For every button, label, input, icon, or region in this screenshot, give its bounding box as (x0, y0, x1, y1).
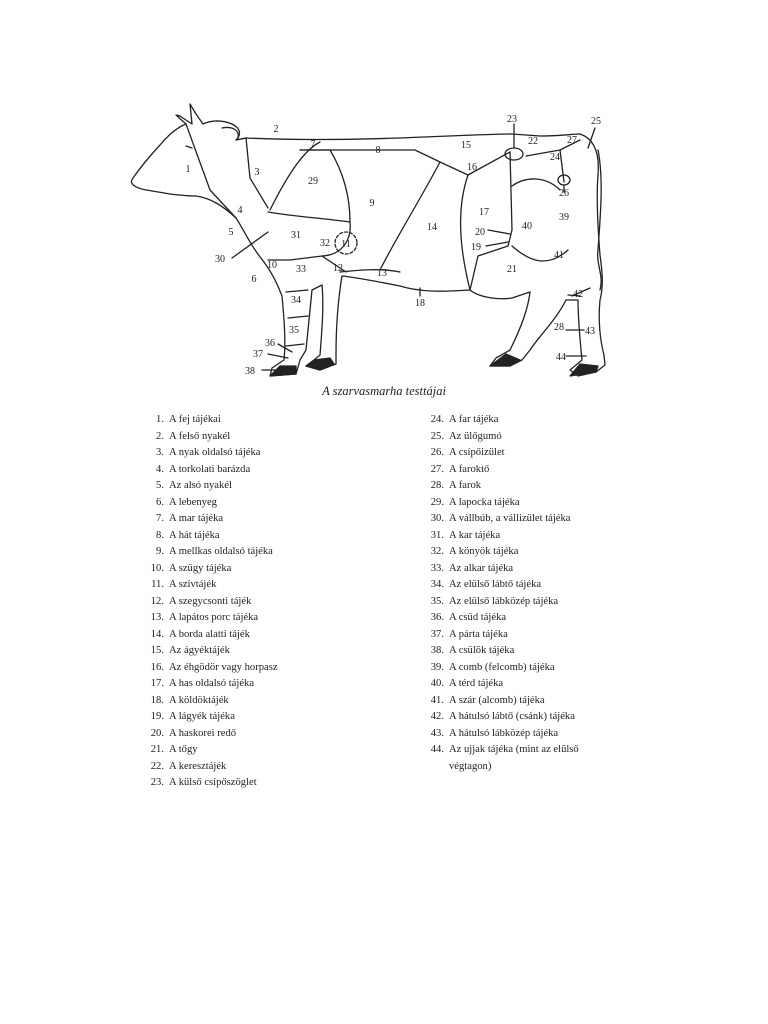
region-number-7: 7 (310, 139, 316, 150)
legend-label: Az elülső lábtő tájéka (449, 579, 542, 590)
region-number-18: 18 (415, 298, 425, 309)
legend-label: A párta tájéka (449, 628, 508, 640)
legend-number: 2. (156, 430, 164, 442)
legend-label: A has oldalsó tájéka (169, 678, 255, 689)
legend-label: Az alsó nyakél (169, 480, 232, 491)
region-number-22: 22 (528, 136, 538, 147)
region-number-43: 43 (585, 326, 595, 337)
cow-body-regions-diagram (0, 0, 768, 400)
legend-number: 16. (150, 661, 164, 673)
legend-label: A mellkas oldalsó tájéka (169, 546, 273, 557)
legend-number: 39. (430, 661, 444, 673)
legend-label: A farok (449, 480, 482, 491)
legend-item (418, 577, 618, 594)
region-number-31: 31 (291, 230, 301, 241)
legend-label: A felső nyakél (169, 430, 231, 442)
legend-item (418, 742, 618, 775)
legend-label: Az éhgödör vagy horpasz (169, 661, 278, 673)
legend-number: 12. (150, 595, 164, 607)
legend-item (138, 643, 388, 660)
legend-number: 24. (430, 414, 444, 425)
legend-item (138, 412, 388, 429)
legend-number: 25. (430, 430, 444, 442)
legend-label: Az ágyéktájék (169, 645, 230, 656)
legend-item (138, 495, 388, 512)
region-number-34: 34 (291, 295, 301, 306)
legend-number: 28. (430, 480, 444, 491)
legend-number: 29. (430, 496, 444, 508)
region-number-44: 44 (556, 352, 566, 363)
legend-number: 27. (430, 463, 444, 475)
legend-item (418, 676, 618, 693)
legend-item (418, 709, 618, 726)
legend-label: A mar tájéka (169, 513, 224, 524)
region-number-32: 32 (320, 238, 330, 249)
region-number-10: 10 (267, 260, 277, 271)
legend-item (138, 759, 388, 776)
legend-number: 31. (430, 529, 444, 541)
legend-label: A keresztájék (169, 760, 227, 772)
legend-number: 15. (150, 645, 164, 656)
legend-label: A hát tájéka (169, 529, 220, 541)
legend-item (138, 544, 388, 561)
region-number-29: 29 (308, 176, 318, 187)
legend-number: 13. (150, 612, 164, 623)
legend-item (138, 511, 388, 528)
legend-label: A faroktő (449, 463, 490, 475)
region-number-21: 21 (507, 264, 517, 275)
legend-number: 11. (151, 579, 164, 590)
region-number-15: 15 (461, 140, 471, 151)
region-number-30: 30 (215, 254, 225, 265)
legend-label: A comb (felcomb) tájéka (449, 661, 555, 673)
legend-number: 20. (150, 727, 164, 739)
legend-label: A csülök tájéka (449, 645, 515, 656)
region-number-4: 4 (237, 205, 243, 216)
region-number-3: 3 (254, 167, 260, 178)
region-number-27: 27 (567, 135, 577, 146)
legend-item (418, 693, 618, 710)
legend-item (418, 495, 618, 512)
legend-label: Az alkar tájéka (449, 562, 514, 574)
legend-item (418, 594, 618, 611)
legend-label: A köldöktájék (169, 694, 229, 706)
legend-label: A szár (alcomb) tájéka (449, 694, 545, 706)
region-number-6: 6 (251, 274, 257, 285)
legend-item (138, 528, 388, 545)
legend-label: A lágyék tájéka (169, 711, 235, 722)
legend-label: A borda alatti tájék (169, 628, 250, 640)
legend-label: A szegycsonti tájék (169, 595, 252, 607)
legend-number: 44. (430, 744, 444, 755)
legend-number: 1. (156, 414, 164, 425)
legend-label: A haskorei redő (169, 727, 237, 739)
legend-item (418, 412, 618, 429)
legend-label: A tőgy (169, 744, 198, 755)
region-number-37: 37 (253, 349, 263, 360)
legend-item (418, 561, 618, 578)
region-number-39: 39 (559, 212, 569, 223)
region-number-40: 40 (522, 221, 532, 232)
legend-item (138, 676, 388, 693)
legend-number: 34. (430, 579, 444, 590)
legend-number: 10. (150, 562, 164, 574)
legend-number: 40. (430, 678, 444, 689)
legend-number: 21. (150, 744, 164, 755)
region-number-28: 28 (554, 322, 564, 333)
legend-item (138, 742, 388, 759)
legend-item (138, 577, 388, 594)
legend-number: 14. (150, 628, 164, 640)
legend-item (418, 528, 618, 545)
legend-number: 9. (156, 546, 164, 557)
legend-item (418, 462, 618, 479)
legend-label: A torkolati barázda (169, 463, 251, 475)
legend-number: 30. (430, 513, 444, 524)
legend-label: A hátulsó lábtő (csánk) tájéka (449, 711, 575, 722)
legend-label: A könyök tájéka (449, 546, 519, 557)
legend-number: 23. (150, 777, 164, 788)
legend-label: A lapocka tájéka (449, 496, 520, 508)
legend-item (138, 561, 388, 578)
legend-item (138, 429, 388, 446)
legend-label: A szügy tájéka (169, 562, 232, 574)
legend-number: 36. (430, 612, 444, 623)
legend-item (418, 726, 618, 743)
legend-number: 6. (156, 496, 164, 508)
legend-left-column (138, 412, 388, 792)
region-number-12: 12 (333, 263, 343, 274)
legend-number: 5. (156, 480, 164, 491)
legend-number: 42. (430, 711, 444, 722)
region-number-9: 9 (369, 198, 375, 209)
legend-item (138, 610, 388, 627)
legend-label: A külső csípőszöglet (169, 777, 257, 788)
region-number-35: 35 (289, 325, 299, 336)
legend-label: A csípőizület (449, 447, 505, 458)
legend-label: A nyak oldalsó tájéka (169, 447, 261, 458)
legend-label: A lapátos porc tájéka (169, 612, 259, 623)
legend-label: A far tájéka (449, 414, 499, 425)
legend-item (138, 775, 388, 792)
region-number-41: 41 (554, 250, 564, 261)
legend-number: 26. (430, 447, 444, 458)
legend-number: 32. (430, 546, 444, 557)
region-number-25: 25 (591, 116, 601, 127)
region-number-24: 24 (550, 152, 560, 163)
region-number-1: 1 (185, 164, 191, 175)
legend-number: 19. (150, 711, 164, 722)
legend-label: A vállbúb, a vállizület tájéka (449, 513, 571, 524)
region-number-42: 42 (573, 289, 583, 300)
region-number-26: 26 (559, 188, 569, 199)
legend-item (418, 610, 618, 627)
legend-number: 33. (430, 562, 444, 574)
legend-number: 4. (156, 463, 164, 475)
region-number-38: 38 (245, 366, 255, 377)
region-number-36: 36 (265, 338, 275, 349)
legend-label: A térd tájéka (449, 678, 504, 689)
region-number-33: 33 (296, 264, 306, 275)
region-number-23: 23 (507, 114, 517, 125)
region-number-19: 19 (471, 242, 481, 253)
legend-item (138, 594, 388, 611)
region-number-16: 16 (467, 162, 477, 173)
legend-label: A kar tájéka (449, 529, 501, 541)
region-number-8: 8 (375, 145, 381, 156)
legend-item (138, 627, 388, 644)
legend-item (138, 709, 388, 726)
legend-item (418, 660, 618, 677)
legend-label: A hátulsó lábközép tájéka (449, 727, 559, 739)
legend-number: 38. (430, 645, 444, 656)
legend-number: 3. (156, 447, 164, 458)
region-number-11: 11 (341, 239, 351, 250)
region-number-13: 13 (377, 268, 387, 279)
legend-label: A fej tájékai (169, 414, 221, 425)
legend-item (418, 544, 618, 561)
legend-item (418, 478, 618, 495)
legend-item (138, 726, 388, 743)
legend-number: 7. (156, 513, 164, 524)
legend-item (138, 660, 388, 677)
legend-item (418, 643, 618, 660)
legend-label: Az ülőgumó (449, 430, 502, 442)
legend-item (418, 445, 618, 462)
legend-item (418, 511, 618, 528)
legend-number: 41. (430, 694, 444, 706)
figure-caption: A szarvasmarha testtájai (322, 384, 446, 398)
legend-label: A lebenyeg (169, 496, 217, 508)
legend-item (138, 693, 388, 710)
legend-right-column (418, 412, 618, 775)
legend-label: Az elülső lábközép tájéka (449, 595, 559, 607)
legend-item (138, 478, 388, 495)
legend-item (138, 462, 388, 479)
legend-number: 18. (150, 694, 164, 706)
legend-number: 43. (430, 727, 444, 739)
legend-label: A csüd tájéka (449, 612, 507, 623)
legend-label: A szívtájék (169, 579, 217, 590)
legend-item (418, 627, 618, 644)
region-number-17: 17 (479, 207, 489, 218)
legend-number: 22. (150, 760, 164, 772)
legend-item (418, 429, 618, 446)
legend-number: 35. (430, 595, 444, 607)
legend-label: Az ujjak tájéka (mint az elülső végtagon) (449, 744, 579, 772)
legend-number: 17. (150, 678, 164, 689)
region-number-20: 20 (475, 227, 485, 238)
legend-item (138, 445, 388, 462)
region-number-2: 2 (273, 124, 279, 135)
region-number-5: 5 (228, 227, 234, 238)
legend-number: 37. (430, 628, 444, 640)
region-number-14: 14 (427, 222, 437, 233)
legend-number: 8. (156, 529, 164, 541)
